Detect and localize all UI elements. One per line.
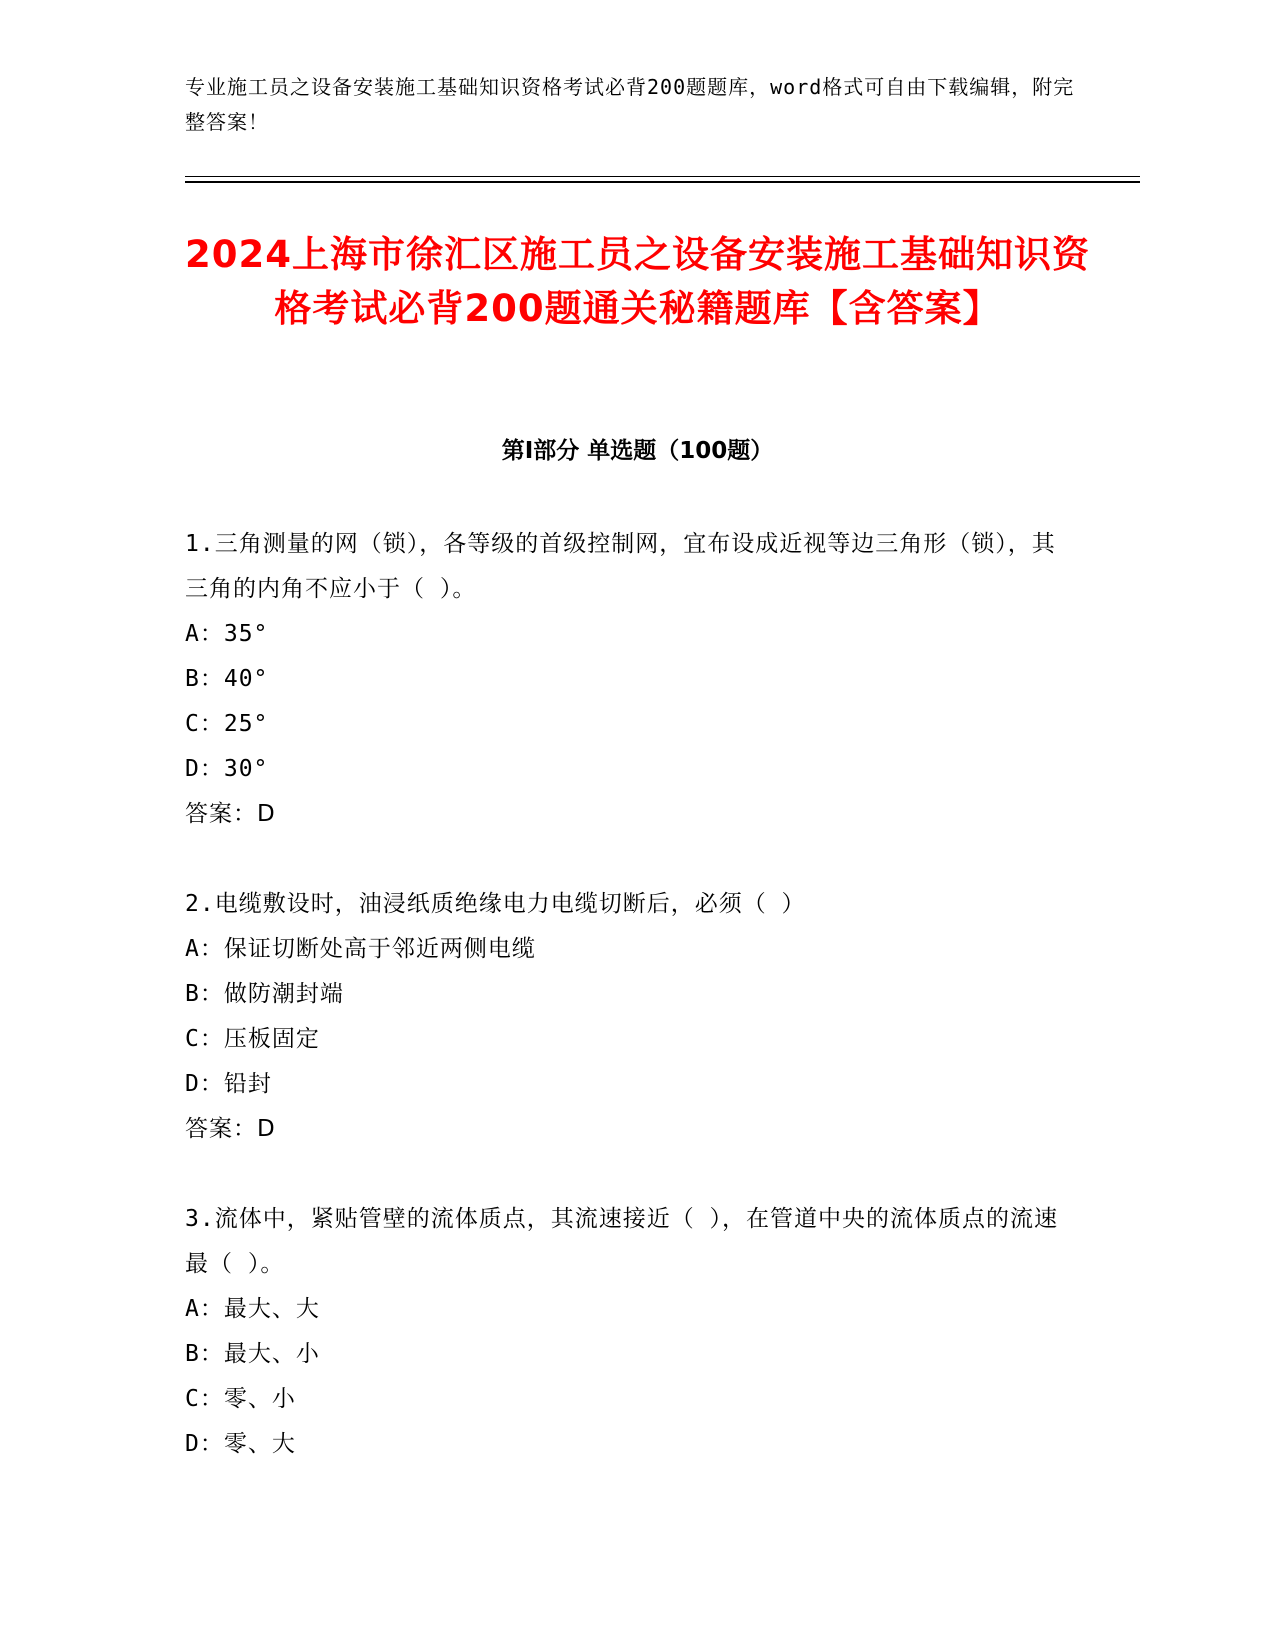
document-title: 2024上海市徐汇区施工员之设备安装施工基础知识资格考试必背200题通关秘籍题库【含答案】 (185, 233, 1090, 330)
section-title: 第Ⅰ部分 单选题（100题） (501, 438, 774, 464)
option-b: B：做防潮封端 (185, 981, 344, 1007)
option-d: D：零、大 (185, 1431, 296, 1457)
answer: 答案：D (185, 1116, 276, 1142)
question-stem: 1.三角测量的网（锁），各等级的首级控制网，宜布设成近视等边三角形（锁），其三角的内角不应小于（ ）。 (185, 531, 1056, 602)
option-a: A：最大、大 (185, 1296, 320, 1322)
answer: 答案：D (185, 801, 276, 827)
question-3 (185, 1197, 1065, 1467)
question-stem: 3.流体中，紧贴管壁的流体质点，其流速接近（ ），在管道中央的流体质点的流速最（ ）。 (185, 1206, 1059, 1277)
question-stem: 2.电缆敷设时，油浸纸质绝缘电力电缆切断后，必须（ ） (185, 891, 806, 917)
header-divider-thin (185, 176, 1140, 177)
option-d: D：铅封 (185, 1071, 272, 1097)
option-c: C：零、小 (185, 1386, 296, 1412)
option-a: A：保证切断处高于邻近两侧电缆 (185, 936, 536, 962)
option-c: C：压板固定 (185, 1026, 320, 1052)
option-b: B：最大、小 (185, 1341, 320, 1367)
option-a: A：35° (185, 621, 269, 647)
header-divider-thick (185, 181, 1140, 183)
option-c: C：25° (185, 711, 269, 737)
header-note: 专业施工员之设备安装施工基础知识资格考试必背200题题库，word格式可自由下载编辑，附完整答案！ (185, 75, 1075, 134)
option-d: D：30° (185, 756, 269, 782)
question-2 (185, 882, 1065, 1152)
option-b: B：40° (185, 666, 269, 692)
question-1 (185, 522, 1065, 837)
